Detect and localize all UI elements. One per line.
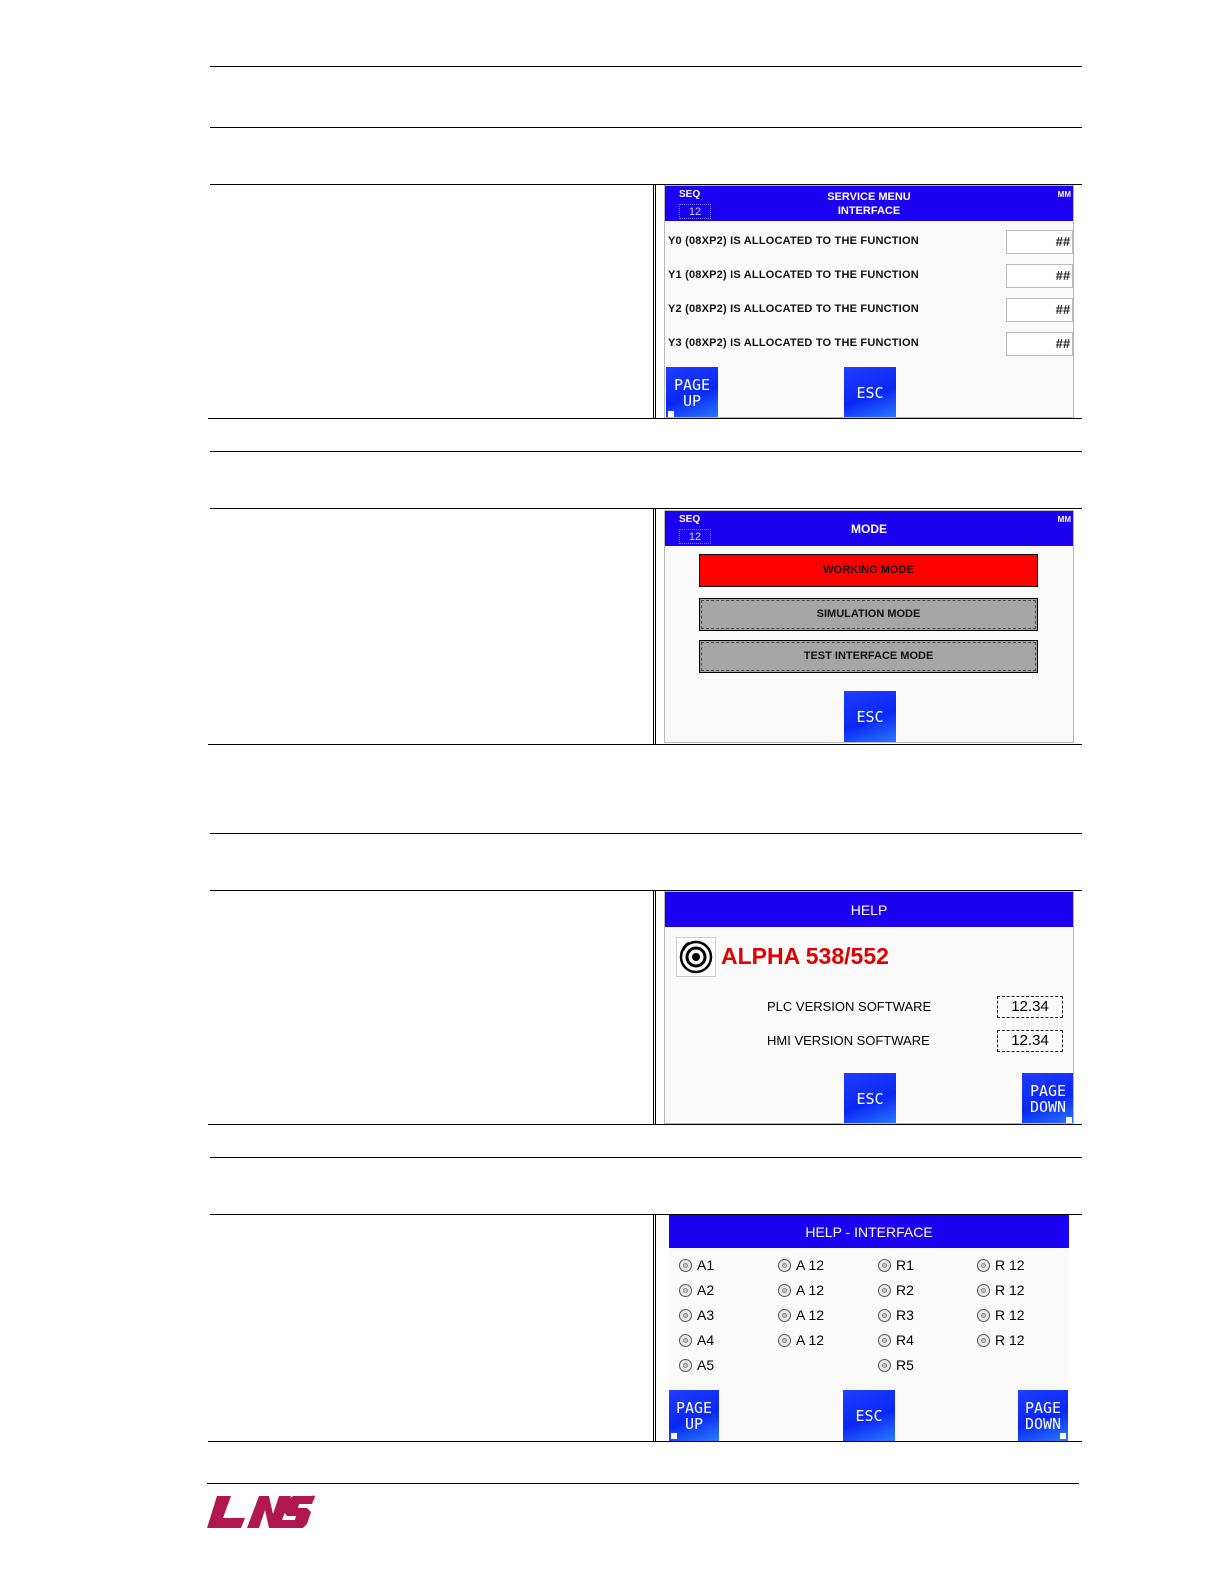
lamp-icon (977, 1309, 990, 1322)
input-lamp: A 12 (778, 1282, 824, 1298)
output-lamp: R 12 (977, 1332, 1025, 1348)
input-lamp: A5 (679, 1357, 714, 1373)
rule (208, 418, 1082, 419)
rule-top (210, 66, 1082, 67)
allocation-row (665, 264, 1073, 288)
service-menu-title: SERVICE MENU INTERFACE (827, 191, 911, 217)
lamp-icon (778, 1259, 791, 1272)
lamp-icon (679, 1309, 692, 1322)
esc-button[interactable]: ESC (844, 1073, 896, 1124)
allocation-value-field[interactable]: ## (1006, 298, 1073, 322)
corner-marker (1066, 1117, 1072, 1123)
rule (210, 833, 1082, 834)
allocation-value-field[interactable]: ## (1006, 264, 1073, 288)
service-menu-header (665, 186, 1073, 221)
help-header (665, 892, 1073, 927)
lamp-icon (778, 1309, 791, 1322)
input-lamp: A2 (679, 1282, 714, 1298)
simulation-mode-button[interactable]: SIMULATION MODE (699, 598, 1038, 631)
lamp-icon (878, 1259, 891, 1272)
allocation-label: Y0 (08XP2) IS ALLOCATED TO THE FUNCTION (668, 235, 919, 247)
column-divider (653, 890, 656, 1124)
allocation-value-field[interactable]: ## (1006, 230, 1073, 254)
esc-button[interactable]: ESC (844, 367, 896, 418)
rule (208, 1441, 1082, 1442)
allocation-row (665, 298, 1073, 322)
svg-text:®: ® (311, 1496, 316, 1502)
lns-logo (207, 1494, 317, 1530)
plc-version-label: PLC VERSION SOFTWARE (767, 999, 932, 1014)
output-lamp: R 12 (977, 1257, 1025, 1273)
help-title: HELP (850, 902, 888, 918)
lamp-icon (878, 1334, 891, 1347)
rule (210, 1157, 1082, 1158)
input-lamp: A 12 (778, 1307, 824, 1323)
esc-button[interactable]: ESC (843, 1390, 895, 1441)
corner-marker (1060, 1433, 1066, 1439)
lamp-icon (679, 1359, 692, 1372)
output-lamp: R1 (878, 1257, 914, 1273)
column-divider (653, 184, 656, 418)
target-logo-icon (676, 937, 716, 977)
rule (208, 1124, 1082, 1125)
allocation-label: Y2 (08XP2) IS ALLOCATED TO THE FUNCTION (668, 303, 919, 315)
lamp-icon (977, 1334, 990, 1347)
service-menu-screen (664, 185, 1074, 418)
help-screen (664, 891, 1074, 1124)
hmi-version-value: 12.34 (997, 1030, 1063, 1052)
lamp-icon (679, 1334, 692, 1347)
mode-title: MODE (851, 522, 887, 536)
lamp-icon (679, 1259, 692, 1272)
corner-marker (668, 411, 674, 417)
seq-value: 12 (679, 204, 711, 219)
unit-label: MM (1057, 515, 1071, 524)
hmi-version-label: HMI VERSION SOFTWARE (767, 1033, 930, 1048)
lamp-icon (878, 1284, 891, 1297)
test-interface-mode-button[interactable]: TEST INTERFACE MODE (699, 640, 1038, 673)
output-lamp: R5 (878, 1357, 914, 1373)
lamp-icon (977, 1284, 990, 1297)
lamp-icon (778, 1284, 791, 1297)
lamp-icon (778, 1334, 791, 1347)
help-interface-header (669, 1215, 1069, 1248)
allocation-label: Y1 (08XP2) IS ALLOCATED TO THE FUNCTION (668, 269, 919, 281)
lamp-icon (878, 1359, 891, 1372)
input-lamp: A 12 (778, 1332, 824, 1348)
output-lamp: R 12 (977, 1282, 1025, 1298)
page-down-button[interactable]: PAGE DOWN (1018, 1390, 1068, 1441)
mode-header (665, 511, 1073, 546)
lns-logo-icon (207, 1494, 317, 1530)
help-interface-screen (669, 1215, 1069, 1441)
rule (210, 451, 1082, 452)
seq-label: SEQ (679, 189, 701, 200)
rule (210, 127, 1082, 128)
allocation-label: Y3 (08XP2) IS ALLOCATED TO THE FUNCTION (668, 337, 919, 349)
rule (208, 744, 1082, 745)
input-lamp: A4 (679, 1332, 714, 1348)
rule-footer (207, 1483, 1079, 1484)
allocation-value-field[interactable]: ## (1006, 332, 1073, 356)
page-down-button[interactable]: PAGE DOWN (1022, 1073, 1074, 1124)
output-lamp: R4 (878, 1332, 914, 1348)
input-lamp: A3 (679, 1307, 714, 1323)
lamp-icon (977, 1259, 990, 1272)
rule (210, 508, 1082, 509)
seq-value: 12 (679, 529, 711, 544)
corner-marker (671, 1433, 677, 1439)
column-divider (653, 1214, 656, 1441)
mode-screen (664, 510, 1074, 743)
output-lamp: R 12 (977, 1307, 1025, 1323)
lamp-icon (679, 1284, 692, 1297)
page-up-button[interactable]: PAGE UP (666, 367, 718, 418)
allocation-row (665, 332, 1073, 356)
output-lamp: R3 (878, 1307, 914, 1323)
output-lamp: R2 (878, 1282, 914, 1298)
input-lamp: A 12 (778, 1257, 824, 1273)
page-up-button[interactable]: PAGE UP (669, 1390, 719, 1441)
help-interface-title: HELP - INTERFACE (805, 1224, 933, 1240)
input-lamp: A1 (679, 1257, 714, 1273)
unit-label: MM (1057, 190, 1071, 199)
allocation-row (665, 230, 1073, 254)
working-mode-button[interactable]: WORKING MODE (699, 554, 1038, 587)
product-name: ALPHA 538/552 (721, 943, 889, 969)
seq-label: SEQ (679, 514, 701, 525)
lamp-icon (878, 1309, 891, 1322)
column-divider (653, 508, 656, 744)
esc-button[interactable]: ESC (844, 691, 896, 743)
plc-version-value: 12.34 (997, 996, 1063, 1018)
